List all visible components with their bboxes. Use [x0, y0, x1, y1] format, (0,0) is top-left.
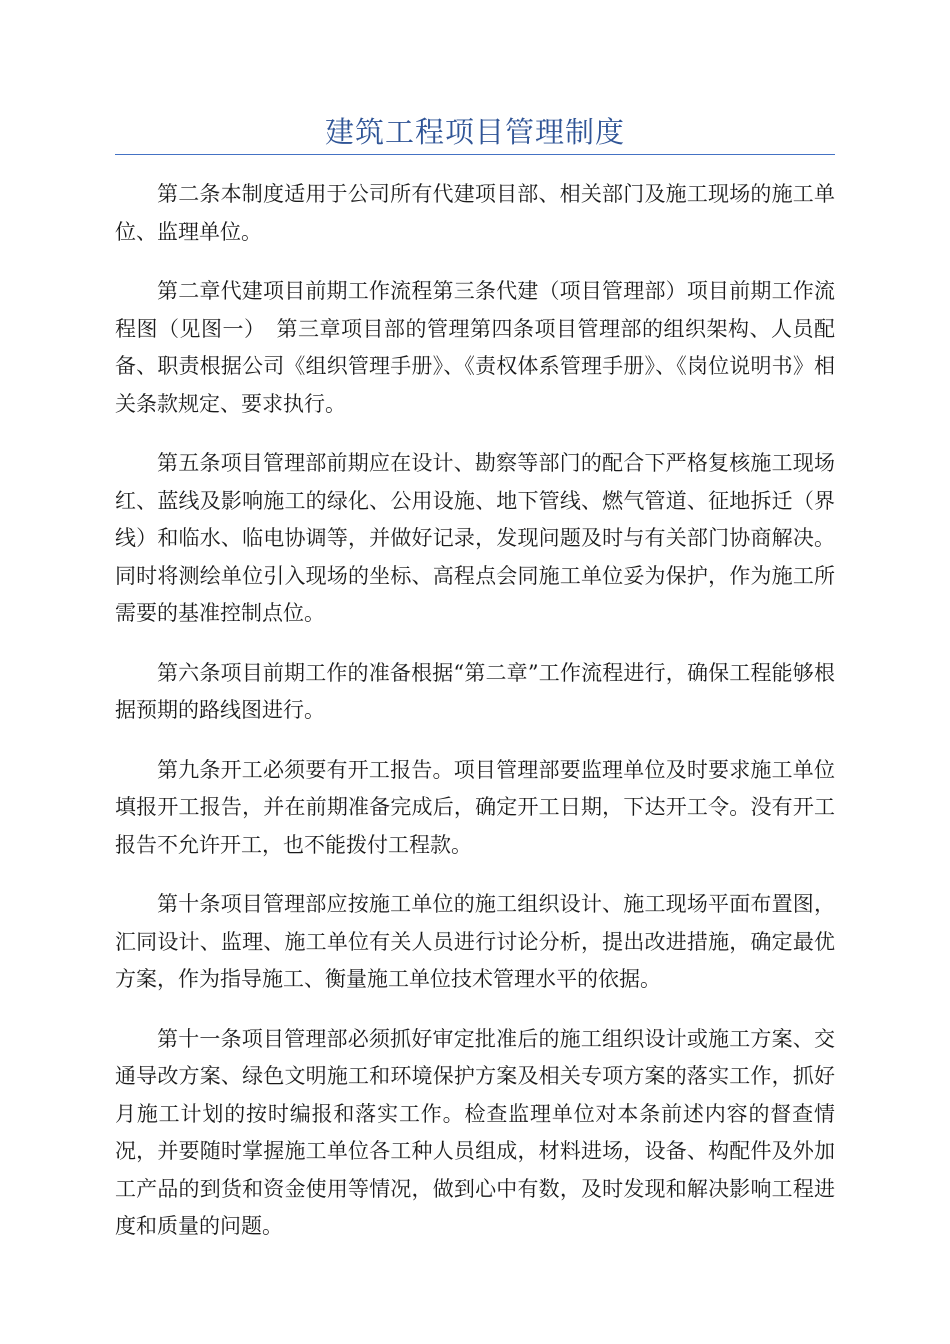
paragraph-article-5: 第五条项目管理部前期应在设计、勘察等部门的配合下严格复核施工现场红、蓝线及影响施工的绿化、公用设施、地下管线、燃气管道、征地拆迁（界线）和临水、临电协调等，并做好记录，发现问题及时与有关部门协商解决。同时将测绘单位引入现场的坐标、高程点会同施工单位妥为保护，作为施工所需要的基准控制点位。	[115, 451, 835, 625]
paragraph-chapter-2-3: 第二章代建项目前期工作流程第三条代建（项目管理部）项目前期工作流程图（见图一） 第三章项目部的管理第四条项目管理部的组织架构、人员配备、职责根据公司《组织管理手册》、《责权体系管理手册》、《岗位说明书》相关条款规定、要求执行。	[115, 279, 835, 416]
paragraph-article-2: 第二条本制度适用于公司所有代建项目部、相关部门及施工现场的施工单位、监理单位。	[115, 182, 835, 244]
paragraph-article-10: 第十条项目管理部应按施工单位的施工组织设计、施工现场平面布置图，汇同设计、监理、施工单位有关人员进行讨论分析，提出改进措施，确定最优方案，作为指导施工、衡量施工单位技术管理水平的依据。	[115, 892, 835, 991]
paragraph-article-9: 第九条开工必须要有开工报告。项目管理部要监理单位及时要求施工单位填报开工报告，并在前期准备完成后，确定开工日期，下达开工令。没有开工报告不允许开工，也不能拨付工程款。	[115, 757, 835, 857]
document-title: 建筑工程项目管理制度	[324, 115, 625, 149]
paragraph-article-6: 第六条项目前期工作的准备根据“第二章”工作流程进行，确保工程能够根据预期的路线图进行。	[115, 660, 835, 722]
document-body	[115, 176, 835, 1268]
title-underline	[115, 154, 835, 155]
paragraph-article-11: 第十一条项目管理部必须抓好审定批准后的施工组织设计或施工方案、交通导改方案、绿色文明施工和环境保护方案及相关专项方案的落实工作，抓好月施工计划的按时编报和落实工作。检查监理单位对本条前述内容的督查情况，并要随时掌握施工单位各工种人员组成，材料进场，设备、构配件及外加工产品的到货和资金使用等情况，做到心中有数，及时发现和解决影响工程进度和质量的问题。	[115, 1026, 835, 1238]
